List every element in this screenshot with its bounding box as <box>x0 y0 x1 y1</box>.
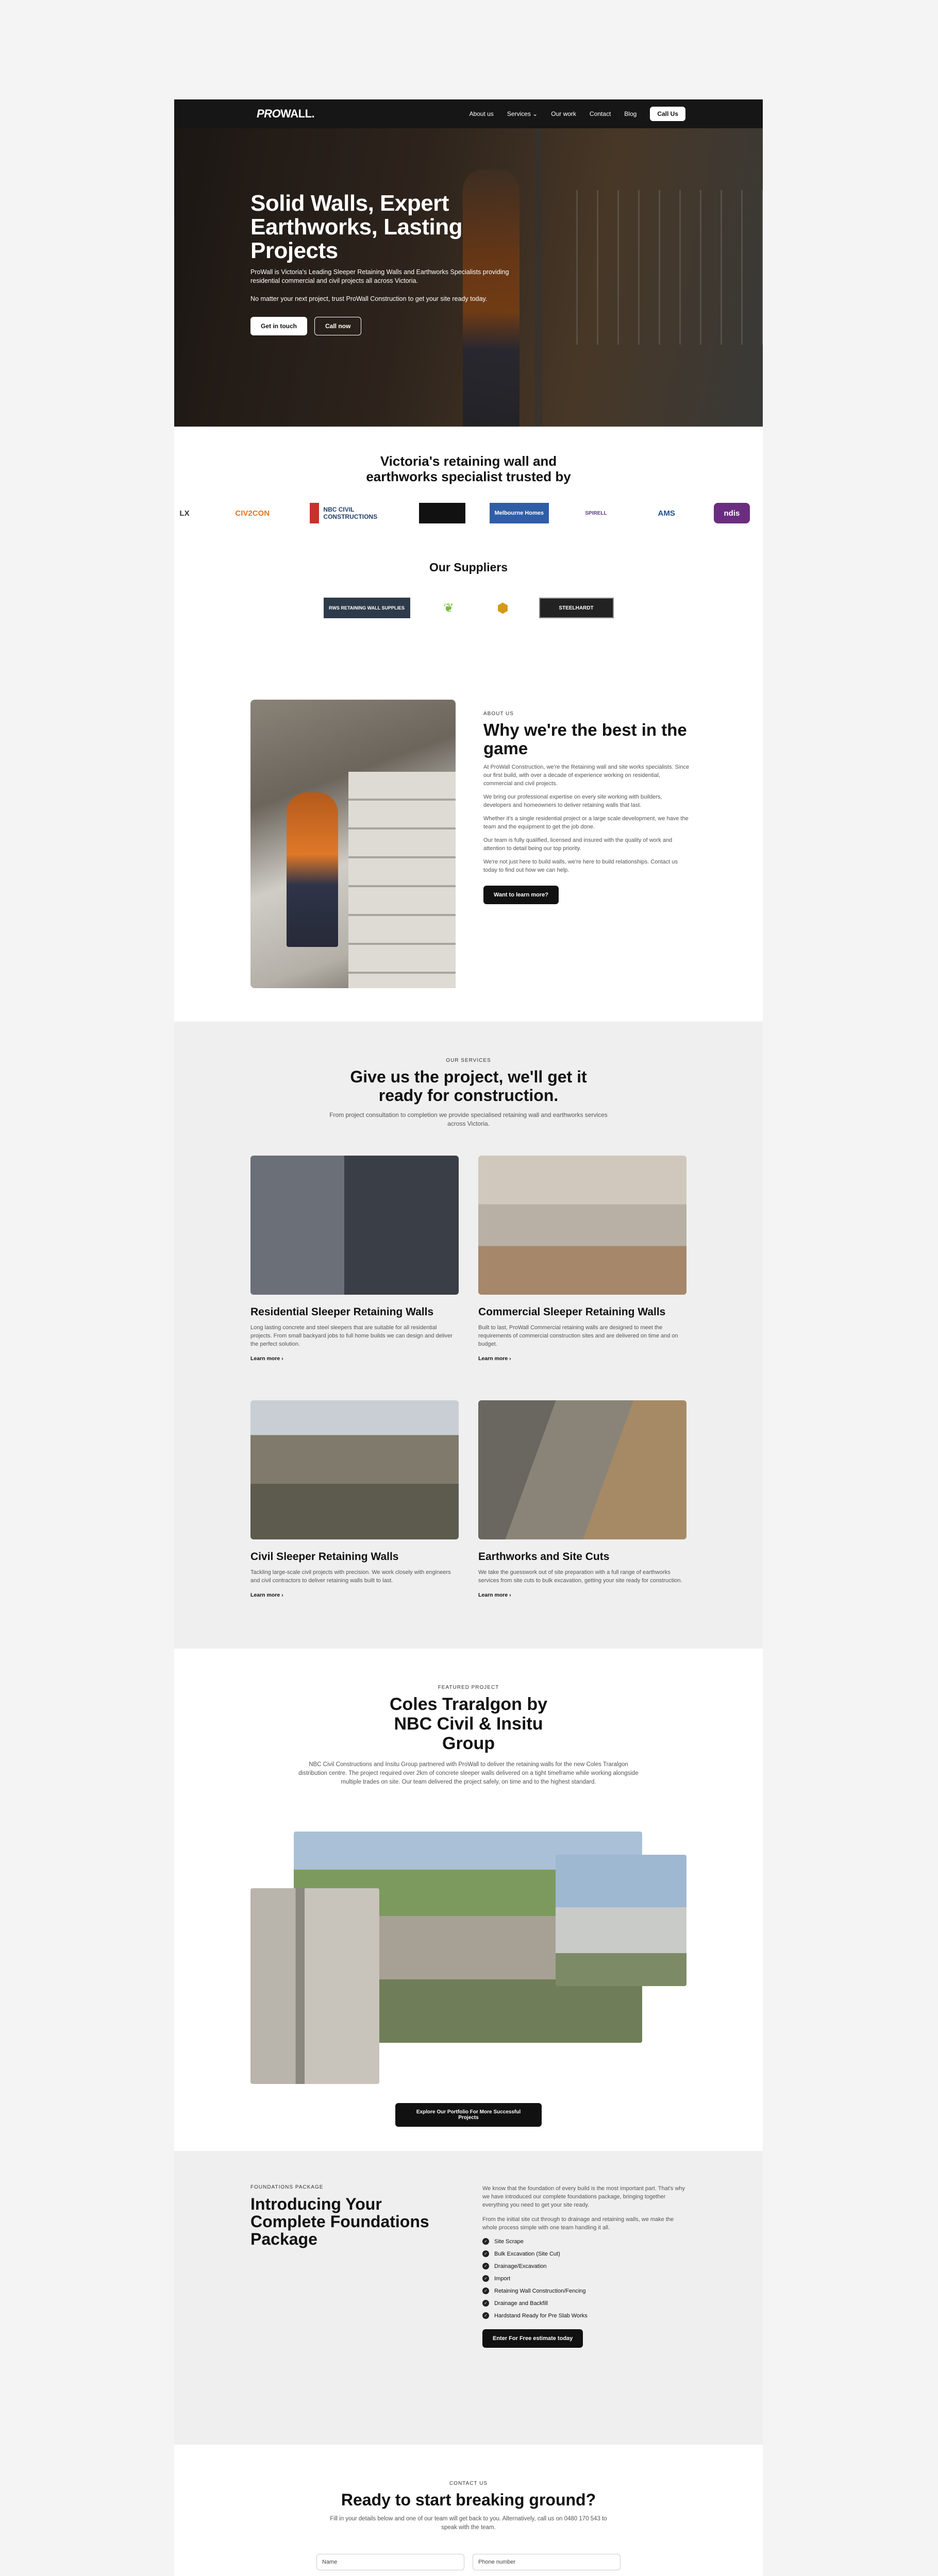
supplier-logo-rws: RWS RETAINING WALL SUPPLIES <box>324 598 410 618</box>
about-paragraph: We're not just here to build walls, we're here to build relationships. Contact us today to find out how we can help. <box>483 859 678 873</box>
about-paragraph: We bring our professional expertise on every site working with builders, developers and homeowners to deliver retaining walls that last. <box>483 794 662 808</box>
featured-title: Coles Traralgon by NBC Civil & Insitu Group <box>389 1694 548 1753</box>
service-image-earthworks <box>478 1400 686 1539</box>
logo-text-b: WALL. <box>280 107 315 120</box>
checklist-item <box>482 2300 689 2307</box>
contact-form <box>316 2554 621 2576</box>
check-icon: ✓ <box>482 2263 489 2269</box>
supplier-logos <box>174 597 763 619</box>
service-card[interactable] <box>478 1156 686 1362</box>
explore-portfolio-button[interactable]: Explore Our Portfolio For More Successful Projects <box>395 2103 542 2127</box>
hero-subtext: No matter your next project, trust ProWall Construction to get your site ready today. <box>250 295 488 302</box>
service-title: Residential Sleeper Retaining Walls <box>250 1306 434 1318</box>
service-card[interactable] <box>250 1400 459 1598</box>
call-now-button[interactable]: Call now <box>314 317 361 335</box>
hero-title: Solid Walls, Expert Earthworks, Lasting Projects <box>250 191 463 263</box>
service-title: Civil Sleeper Retaining Walls <box>250 1551 399 1563</box>
contact-subtitle: Fill in your details below and one of our team will get back to you. Alternatively, call us on 0480 170 543 to speak with the team. <box>330 2516 607 2531</box>
about-eyebrow: ABOUT US <box>483 711 514 717</box>
featured-image-wall <box>250 1888 379 2084</box>
foundations-eyebrow: FOUNDATIONS PACKAGE <box>250 2184 324 2190</box>
nav-about[interactable]: About us <box>469 110 494 117</box>
checklist-label: Drainage/Excavation <box>494 2263 547 2269</box>
nav-services[interactable] <box>507 110 538 117</box>
service-image-commercial <box>478 1156 686 1295</box>
nav-our-work[interactable]: Our work <box>551 110 576 117</box>
contact-title: Ready to start breaking ground? <box>341 2490 596 2509</box>
check-icon: ✓ <box>482 2300 489 2307</box>
trusted-section <box>174 427 763 700</box>
checklist-item <box>482 2250 689 2257</box>
service-card[interactable] <box>250 1156 459 1362</box>
checklist-item <box>482 2263 689 2269</box>
chevron-right-icon: › <box>509 1355 511 1362</box>
hero-content <box>250 192 539 335</box>
about-section <box>174 700 763 1022</box>
logo-text-a: PRO <box>257 107 281 120</box>
get-in-touch-button[interactable]: Get in touch <box>250 317 307 335</box>
checklist-label: Retaining Wall Construction/Fencing <box>494 2287 586 2294</box>
learn-more-label: Learn more <box>250 1592 280 1598</box>
client-logo-black <box>419 503 465 523</box>
client-logo-ams: AMS <box>658 509 675 518</box>
foundations-title: Introducing Your Complete Foundations Package <box>250 2195 429 2248</box>
supplier-logo-green <box>431 598 467 618</box>
learn-more-label: Learn more <box>478 1355 508 1362</box>
call-us-button[interactable]: Call Us <box>650 107 685 121</box>
foundations-paragraph: We know that the foundation of every build is the most important part. That's why we have introduced our complete foundations package, bringing together everything you need to get your site ready. <box>482 2185 685 2208</box>
name-input[interactable]: Name <box>316 2554 464 2570</box>
phone-input[interactable]: Phone number <box>473 2554 621 2570</box>
service-desc: Built to last, ProWall Commercial retaining walls are designed to meet the requirements of commercial construction sites and are delivered on time and on budget. <box>478 1325 678 1347</box>
nav-services-label: Services <box>507 110 531 117</box>
checklist-label: Bulk Excavation (Site Cut) <box>494 2250 560 2257</box>
contact-section <box>174 2445 763 2576</box>
checklist-label: Site Scrape <box>494 2238 524 2245</box>
hero <box>174 128 763 427</box>
client-logos <box>174 503 763 523</box>
services-title: Give us the project, we'll get it ready for construction. <box>350 1067 587 1105</box>
client-logo-ndis: ndis <box>714 503 750 523</box>
learn-more-link[interactable] <box>250 1355 459 1362</box>
chevron-right-icon: › <box>509 1592 511 1598</box>
client-logo-civ2con: CIV2CON <box>235 509 270 518</box>
about-text <box>483 711 690 904</box>
checklist-item <box>482 2275 689 2282</box>
shield-icon: ⬢ <box>497 600 509 616</box>
learn-more-label: Learn more <box>250 1355 280 1362</box>
service-card[interactable] <box>478 1400 686 1598</box>
wall-graphic <box>348 772 456 988</box>
featured-project-section <box>174 1649 763 2151</box>
chevron-right-icon: › <box>281 1592 283 1598</box>
about-paragraph: Our team is fully qualified, licensed and insured with the quality of work and attention to detail being our top priority. <box>483 837 673 852</box>
learn-more-link[interactable] <box>478 1355 686 1362</box>
checklist-label: Drainage and Backfill <box>494 2300 548 2307</box>
service-desc: We take the guesswork out of site preparation with a full range of earthworks services from site cuts to bulk excavation, getting your site ready for construction. <box>478 1569 682 1584</box>
learn-more-label: Learn more <box>478 1592 508 1598</box>
check-icon: ✓ <box>482 2312 489 2319</box>
supplier-logo-steelhardt: STEELHARDT <box>539 598 614 618</box>
service-title: Earthworks and Site Cuts <box>478 1551 610 1563</box>
client-logo-melbourne-homes: Melbourne Homes <box>490 503 549 523</box>
featured-eyebrow: FEATURED PROJECT <box>438 1685 499 1690</box>
trusted-title: Victoria's retaining wall and earthworks specialist trusted by <box>366 453 571 484</box>
service-image-residential <box>250 1156 459 1295</box>
check-icon: ✓ <box>482 2287 489 2294</box>
checklist-item <box>482 2312 689 2319</box>
services-eyebrow: OUR SERVICES <box>446 1058 491 1063</box>
client-logo-nbc: NBC CIVIL CONSTRUCTIONS <box>310 503 395 523</box>
client-logo-lx: LX <box>179 509 190 518</box>
leaf-icon: ❦ <box>443 601 454 615</box>
check-icon: ✓ <box>482 2238 489 2245</box>
checklist-label: Hardstand Ready for Pre Slab Works <box>494 2312 588 2319</box>
contact-eyebrow: CONTACT US <box>449 2481 488 2486</box>
suppliers-title: Our Suppliers <box>429 561 508 574</box>
nav-blog[interactable]: Blog <box>624 110 637 117</box>
check-icon: ✓ <box>482 2250 489 2257</box>
about-photo <box>250 700 456 988</box>
services-subtitle: From project consultation to completion we provide specialised retaining wall and earthworks services across Victoria. <box>329 1111 608 1127</box>
checklist-item <box>482 2287 689 2294</box>
chevron-down-icon: ⌄ <box>532 110 538 117</box>
service-desc: Long lasting concrete and steel sleepers that are suitable for all residential projects. From small backyard jobs to full home builds we can design and deliver the perfect solution. <box>250 1325 453 1347</box>
checklist-label: Import <box>494 2275 511 2282</box>
service-image-civil <box>250 1400 459 1539</box>
free-estimate-button[interactable]: Enter For Free estimate today <box>482 2329 583 2348</box>
learn-more-link[interactable] <box>250 1592 459 1598</box>
logo[interactable] <box>257 107 314 121</box>
featured-image-crane <box>556 1855 686 1986</box>
about-paragraph: Whether it's a single residential project or a large scale development, we have the team and the equipment to get the job done. <box>483 816 689 830</box>
nav-contact[interactable]: Contact <box>589 110 611 117</box>
client-logo-spirell: SPIRELL <box>585 510 607 516</box>
learn-more-link[interactable] <box>478 1592 686 1598</box>
service-desc: Tackling large-scale civil projects with precision. We work closely with engineers and civil contractors to deliver retaining walls built to last. <box>250 1569 451 1584</box>
foundations-paragraph: From the initial site cut through to drainage and retaining walls, we make the whole process simple with one team handling it all. <box>482 2216 674 2231</box>
chevron-right-icon: › <box>281 1355 283 1362</box>
hero-text: ProWall is Victoria's Leading Sleeper Retaining Walls and Earthworks Specialists providing residential commercial and civil projects all across Victoria. <box>250 268 509 284</box>
worker-graphic <box>287 792 338 947</box>
services-section <box>174 1022 763 1649</box>
featured-subtitle: NBC Civil Constructions and Insitu Group partnered with ProWall to deliver the retaining walls for the new Coles Traralgon distribution centre. The project required over 2km of concrete sleeper walls delivered on a tight timeframe while working alongside multiple trades on site. Our team delivered the project safely, on time and to the highest standard. <box>298 1761 639 1785</box>
learn-more-button[interactable]: Want to learn more? <box>483 886 559 904</box>
main-nav <box>469 107 685 121</box>
check-icon: ✓ <box>482 2275 489 2282</box>
about-paragraph: At ProWall Construction, we're the Retaining wall and site works specialists. Since our first build, with over a decade of experience working on residential, commercial and civil projects. <box>483 764 690 787</box>
about-title: Why we're the best in the game <box>483 720 687 758</box>
foundations-section <box>174 2151 763 2445</box>
supplier-logo-gold <box>488 597 518 619</box>
checklist-item <box>482 2238 689 2245</box>
service-title: Commercial Sleeper Retaining Walls <box>478 1306 666 1318</box>
site-header <box>174 99 763 128</box>
